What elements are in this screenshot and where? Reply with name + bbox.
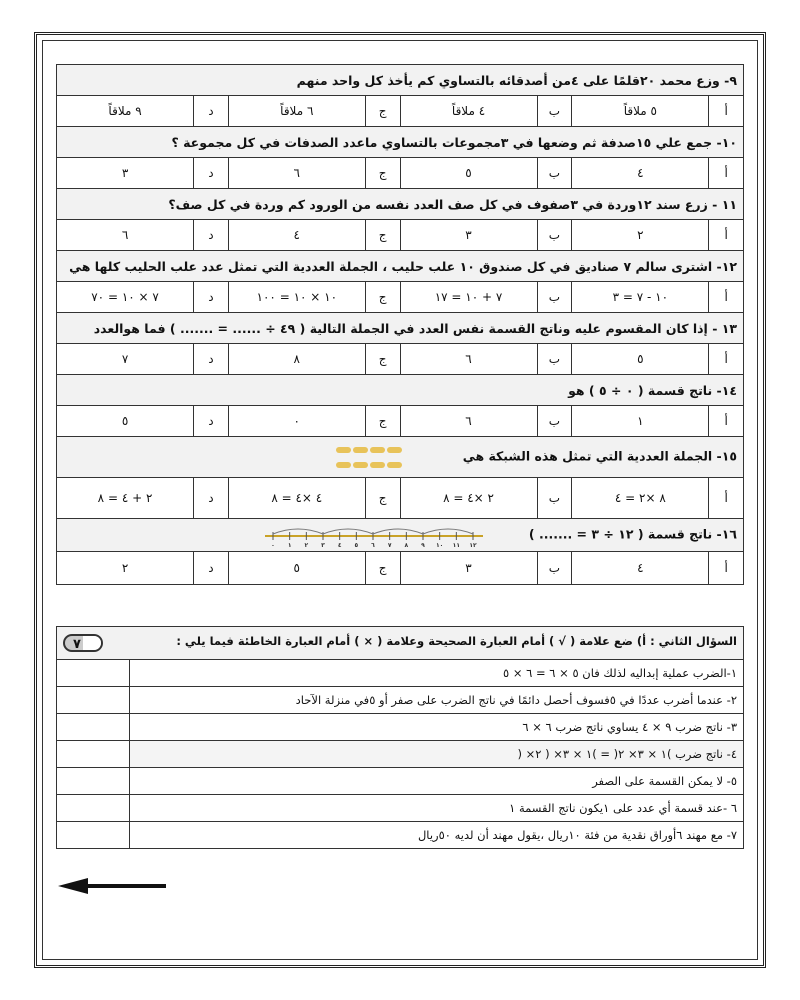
number-line-tick-label: ٨ — [404, 542, 409, 548]
options-row-q12 — [57, 282, 744, 313]
option-text[interactable]: ٥ — [57, 406, 194, 437]
options-row-q15 — [57, 478, 744, 519]
number-line-tick-label: ٥ — [354, 542, 359, 548]
option-text[interactable]: ٤ — [572, 552, 709, 585]
tf-row — [57, 795, 744, 822]
option-letter: ب — [537, 220, 572, 251]
number-line-tick-label: ١٠ — [435, 542, 444, 548]
question-text: ١٦- ناتج قسمة ( ١٢ ÷ ٣ = ....... ) — [528, 526, 737, 542]
tf-answer-box[interactable] — [57, 741, 130, 768]
question-cell — [57, 375, 744, 406]
option-text[interactable]: ٤ ملاقاً — [400, 96, 537, 127]
option-text[interactable]: ٢ — [572, 220, 709, 251]
number-line-tick-label: ٩ — [421, 542, 425, 548]
option-text[interactable]: ٥ ملاقاً — [572, 96, 709, 127]
number-line-tick-label: ١١ — [452, 542, 460, 548]
number-line-jump-arc — [273, 529, 323, 534]
question-row-q15 — [57, 437, 744, 478]
option-letter: د — [194, 344, 229, 375]
number-line-tick-label: ٦ — [371, 542, 375, 548]
option-letter: أ — [709, 282, 744, 313]
option-letter: ج — [365, 406, 400, 437]
options-row-q10 — [57, 158, 744, 189]
option-text[interactable]: ٨ — [228, 344, 365, 375]
multiple-choice-table — [56, 64, 744, 585]
option-text[interactable]: ٦ — [228, 158, 365, 189]
option-text[interactable]: ٧ — [57, 344, 194, 375]
option-letter: د — [194, 478, 229, 519]
option-letter: أ — [709, 552, 744, 585]
tf-row — [57, 714, 744, 741]
arrow-left-icon[interactable] — [58, 875, 168, 897]
true-false-table — [56, 626, 744, 849]
option-letter: ج — [365, 220, 400, 251]
option-letter: د — [194, 552, 229, 585]
number-line-tick-label: ٣ — [321, 542, 325, 548]
option-text[interactable]: ٧ + ١٠ = ١٧ — [400, 282, 537, 313]
option-letter: د — [194, 220, 229, 251]
question-row-q13 — [57, 313, 744, 344]
option-text[interactable]: ١٠ - ٧ = ٣ — [572, 282, 709, 313]
tf-header-cell — [57, 627, 744, 660]
option-letter: ج — [365, 344, 400, 375]
tf-answer-box[interactable] — [57, 795, 130, 822]
option-letter: أ — [709, 158, 744, 189]
options-row-q16 — [57, 552, 744, 585]
question-cell — [57, 313, 744, 344]
option-text[interactable]: ٩ ملاقاً — [57, 96, 194, 127]
tf-statement: ٢- عندما أضرب عددًا في ٥فسوف أحصل دائمًا في ناتج الضرب على صفر أو ٥في منزلة الآحاد — [130, 687, 744, 714]
option-text[interactable]: ٢ + ٤ = ٨ — [57, 478, 194, 519]
option-text[interactable]: ٣ — [57, 158, 194, 189]
option-text[interactable]: ١٠ × ١٠ = ١٠٠ — [228, 282, 365, 313]
option-letter: ج — [365, 552, 400, 585]
option-letter: أ — [709, 96, 744, 127]
question-cell — [57, 189, 744, 220]
number-line-jump-arc — [373, 529, 423, 534]
option-letter: ج — [365, 478, 400, 519]
tf-statement: ٣- ناتج ضرب ٩ × ٤ يساوي ناتج ضرب ٦ × ٦ — [130, 714, 744, 741]
option-letter: أ — [709, 220, 744, 251]
tf-statement: ٤- ناتج ضرب )١ × ٣× ٢( = )١ × ٣× ( ٢× ( — [130, 741, 744, 768]
question-cell — [57, 65, 744, 96]
tf-statement: ٦ -عند قسمة أي عدد على ١يكون ناتج القسمة ١ — [130, 795, 744, 822]
question-cell — [57, 519, 744, 552]
number-line-tick-label: ٠ — [271, 542, 275, 548]
option-text[interactable]: ٤ — [228, 220, 365, 251]
bead — [336, 462, 351, 468]
question-cell — [57, 437, 744, 478]
number-line-image — [259, 522, 489, 548]
score-value: ٧ — [73, 637, 81, 652]
option-letter: د — [194, 406, 229, 437]
question-text: ١٥- الجملة العددية التي تمثل هذه الشبكة هي — [462, 448, 737, 464]
option-letter: ج — [365, 282, 400, 313]
option-letter: ب — [537, 552, 572, 585]
option-text[interactable]: ٦ — [400, 344, 537, 375]
question-text: ٩- وزع محمد ٢٠قلمًا على ٤من أصدقائه بالتساوي كم يأخذ كل واحد منهم — [296, 72, 737, 88]
option-text[interactable]: ٥ — [400, 158, 537, 189]
bead — [353, 447, 368, 453]
number-line-tick-label: ٧ — [387, 542, 392, 548]
option-text[interactable]: ٦ — [400, 406, 537, 437]
option-letter: ب — [537, 344, 572, 375]
option-text[interactable]: ١ — [572, 406, 709, 437]
option-text[interactable]: ٧ × ١٠ = ٧٠ — [57, 282, 194, 313]
bead — [336, 447, 351, 453]
question-text: ١١ - زرع سند ١٢وردة في ٣صفوف في كل صف العدد نفسه من الورود كم وردة في كل صف؟ — [168, 196, 737, 212]
number-line-jump-arc — [423, 529, 473, 534]
option-letter: د — [194, 158, 229, 189]
question-text: ١٠- جمع علي ١٥صدفة ثم وضعها في ٣مجموعات بالتساوي ماعدد الصدفات في كل مجموعة ؟ — [171, 134, 737, 150]
bead — [387, 447, 402, 453]
option-text[interactable]: ٥ — [228, 552, 365, 585]
option-letter: ج — [365, 96, 400, 127]
option-text[interactable]: ٢ ×٤ = ٨ — [400, 478, 537, 519]
option-text[interactable]: ٠ — [228, 406, 365, 437]
option-text[interactable]: ٣ — [400, 220, 537, 251]
bead — [387, 462, 402, 468]
question-text: ١٤- ناتج قسمة ( ٠ ÷ ٥ ) هو — [568, 382, 737, 398]
option-text[interactable]: ٥ — [572, 344, 709, 375]
option-letter: أ — [709, 344, 744, 375]
question-row-q9 — [57, 65, 744, 96]
option-text[interactable]: ٤ — [572, 158, 709, 189]
tf-statement: ٧- مع مهند ٦أوراق نقدية من فئة ١٠ريال ،يقول مهند أن لديه ٥٠ريال — [130, 822, 744, 849]
options-row-q13 — [57, 344, 744, 375]
score-badge-blank — [83, 636, 101, 650]
question-text: ١٣ - إذا كان المقسوم عليه وناتج القسمة نفس العدد في الجملة التالية ( ٤٩ ÷ ...... = ....... ) فما هوالعدد — [93, 320, 737, 336]
option-text[interactable]: ٣ — [400, 552, 537, 585]
number-line-tick-label: ٢ — [304, 542, 309, 548]
option-text[interactable]: ٦ — [57, 220, 194, 251]
option-text[interactable]: ٢ — [57, 552, 194, 585]
options-row-q14 — [57, 406, 744, 437]
tf-row — [57, 768, 744, 795]
option-letter: د — [194, 282, 229, 313]
tf-answer-box[interactable] — [57, 822, 130, 849]
option-text[interactable]: ٨ ×٢ = ٤ — [572, 478, 709, 519]
option-letter: ب — [537, 478, 572, 519]
question-row-q14 — [57, 375, 744, 406]
question-row-q10 — [57, 127, 744, 158]
question-row-q16 — [57, 519, 744, 552]
question-text: ١٢- اشترى سالم ٧ صناديق في كل صندوق ١٠ علب حليب ، الجملة العددية التي تمثل عدد علب الحليب كلها هي — [69, 258, 737, 274]
tf-answer-box[interactable] — [57, 687, 130, 714]
tf-statement: ١-الضرب عملية إبداليه لذلك فان ٥ × ٦ = ٦ × ٥ — [130, 660, 744, 687]
bead — [370, 447, 385, 453]
question-row-q12 — [57, 251, 744, 282]
option-text[interactable]: ٦ ملاقاً — [228, 96, 365, 127]
tf-row — [57, 822, 744, 849]
score-badge — [63, 634, 103, 652]
number-line-tick-label: ٤ — [337, 542, 342, 548]
tf-answer-box[interactable] — [57, 714, 130, 741]
tf-statement: ٥- لا يمكن القسمة على الصفر — [130, 768, 744, 795]
option-letter: أ — [709, 406, 744, 437]
options-row-q11 — [57, 220, 744, 251]
tf-row — [57, 660, 744, 687]
tf-answer-box[interactable] — [57, 660, 130, 687]
question-cell — [57, 127, 744, 158]
option-text[interactable]: ٤ ×٤ = ٨ — [228, 478, 365, 519]
bead-array-image — [335, 442, 403, 472]
tf-header-row — [57, 627, 744, 660]
option-letter: ب — [537, 282, 572, 313]
bead — [370, 462, 385, 468]
tf-row — [57, 741, 744, 768]
number-line-tick-label: ١ — [287, 542, 292, 548]
tf-header-text: السؤال الثاني : أ) ضع علامة ( √ ) أمام العبارة الصحيحة وعلامة ( × ) أمام العبارة الخاطئة فيما يلي : — [176, 634, 737, 648]
option-letter: ب — [537, 158, 572, 189]
number-line-jump-arc — [323, 529, 373, 534]
option-letter: د — [194, 96, 229, 127]
number-line-tick-label: ١٢ — [469, 542, 477, 548]
tf-answer-box[interactable] — [57, 768, 130, 795]
options-row-q9 — [57, 96, 744, 127]
option-letter: ب — [537, 96, 572, 127]
option-letter: أ — [709, 478, 744, 519]
question-row-q11 — [57, 189, 744, 220]
tf-row — [57, 687, 744, 714]
question-cell — [57, 251, 744, 282]
option-letter: ب — [537, 406, 572, 437]
bead — [353, 462, 368, 468]
option-letter: ج — [365, 158, 400, 189]
